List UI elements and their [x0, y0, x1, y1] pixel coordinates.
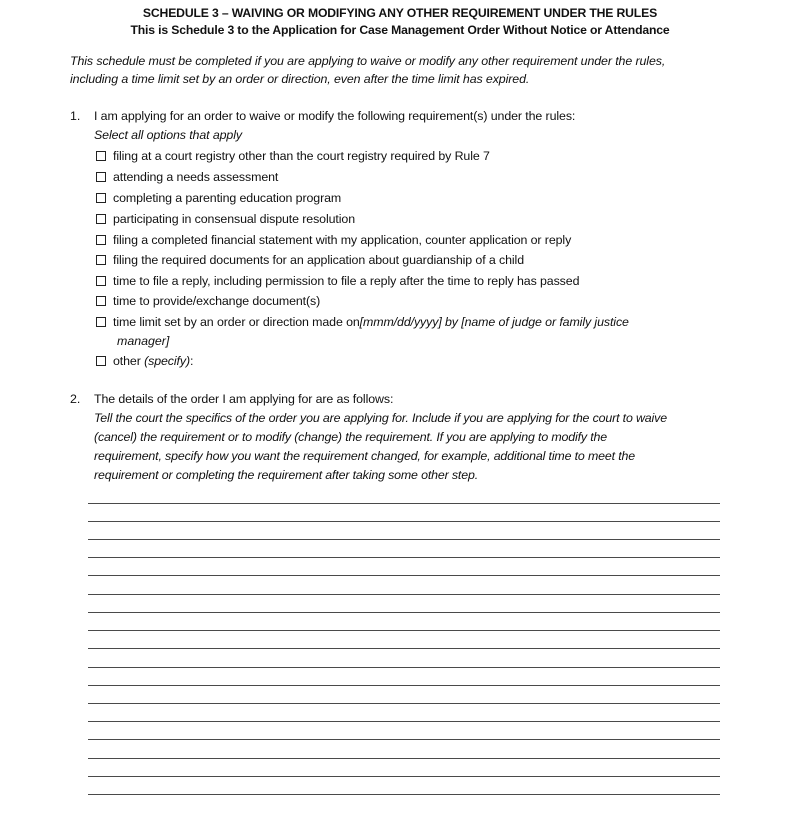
option-label: filing a completed financial statement with my application, counter application or reply — [113, 233, 572, 247]
answer-line[interactable] — [88, 612, 720, 613]
date-placeholder: [mmm/dd/yyyy] — [359, 315, 442, 329]
section-2-instructions — [94, 409, 744, 485]
answer-line[interactable] — [88, 739, 720, 740]
judge-name-placeholder-continued: manager] — [117, 334, 170, 348]
by-text: by — [441, 315, 462, 329]
option-time-limit-order[interactable] — [96, 313, 629, 331]
answer-line[interactable] — [88, 776, 720, 777]
instruction-line: requirement, specify how you want the requirement changed, for example, additional time to meet the — [94, 449, 635, 463]
checkbox-icon[interactable] — [96, 317, 106, 327]
answer-line[interactable] — [88, 648, 720, 649]
checkbox-icon[interactable] — [96, 151, 106, 161]
option-label: time to provide/exchange document(s) — [113, 294, 321, 308]
option-financial-statement[interactable] — [96, 231, 571, 249]
judge-name-placeholder: [name of judge or family justice — [461, 315, 629, 329]
option-consensual-dispute-resolution[interactable] — [96, 210, 355, 228]
section-2-number: 2. — [70, 392, 81, 406]
answer-line[interactable] — [88, 630, 720, 631]
answer-line[interactable] — [88, 667, 720, 668]
option-guardianship-documents[interactable] — [96, 251, 524, 269]
option-label: time to file a reply, including permission to file a reply after the time to reply has passed — [113, 274, 580, 288]
option-other[interactable] — [96, 352, 193, 370]
option-label: participating in consensual dispute resolution — [113, 212, 355, 226]
answer-line[interactable] — [88, 539, 720, 540]
answer-line[interactable] — [88, 685, 720, 686]
instruction-line: (cancel) the requirement or to modify (change) the requirement. If you are applying to modify the — [94, 430, 608, 444]
answer-line[interactable] — [88, 794, 720, 795]
option-label-suffix: : — [190, 354, 194, 368]
option-court-registry[interactable] — [96, 147, 490, 165]
option-label-italic: (specify) — [144, 354, 191, 368]
answer-line[interactable] — [88, 557, 720, 558]
schedule-title: SCHEDULE 3 – WAIVING OR MODIFYING ANY OTHER REQUIREMENT UNDER THE RULES — [142, 6, 658, 20]
option-needs-assessment[interactable] — [96, 168, 278, 186]
instruction-line: Tell the court the specifics of the order you are applying for. Include if you are applying for the court to waive — [94, 411, 667, 425]
answer-line[interactable] — [88, 521, 720, 522]
instruction-line: requirement or completing the requirement after taking some other step. — [94, 468, 478, 482]
checkbox-icon[interactable] — [96, 296, 106, 306]
option-label: filing at a court registry other than the court registry required by Rule 7 — [113, 149, 490, 163]
checkbox-icon[interactable] — [96, 235, 106, 245]
option-label: completing a parenting education program — [113, 191, 342, 205]
option-time-to-file-reply[interactable] — [96, 272, 579, 290]
checkbox-icon[interactable] — [96, 193, 106, 203]
option-label: filing the required documents for an application about guardianship of a child — [113, 253, 525, 267]
option-parenting-education[interactable] — [96, 189, 341, 207]
option-label: attending a needs assessment — [113, 170, 279, 184]
answer-line[interactable] — [88, 503, 720, 504]
schedule-subtitle: This is Schedule 3 to the Application for Case Management Order Without Notice or Attendance — [130, 23, 670, 37]
answer-line[interactable] — [88, 758, 720, 759]
section-1-prompt: I am applying for an order to waive or modify the following requirement(s) under the rules: — [94, 109, 576, 123]
checkbox-icon[interactable] — [96, 276, 106, 286]
answer-line[interactable] — [88, 721, 720, 722]
checkbox-icon[interactable] — [96, 172, 106, 182]
answer-line[interactable] — [88, 703, 720, 704]
section-2-prompt: The details of the order I am applying for are as follows: — [94, 392, 394, 406]
intro-line: This schedule must be completed if you are applying to waive or modify any other requirement under the rules, — [70, 54, 666, 68]
answer-line[interactable] — [88, 575, 720, 576]
option-label: time limit set by an order or direction made on — [113, 315, 360, 329]
checkbox-icon[interactable] — [96, 255, 106, 265]
checkbox-icon[interactable] — [96, 214, 106, 224]
checkbox-icon[interactable] — [96, 356, 106, 366]
intro-line: including a time limit set by an order or direction, even after the time limit has expired. — [70, 72, 530, 86]
intro-text — [70, 52, 750, 88]
answer-line[interactable] — [88, 594, 720, 595]
section-1-number: 1. — [70, 109, 81, 123]
option-time-to-exchange-documents[interactable] — [96, 292, 320, 310]
section-1-instruction: Select all options that apply — [94, 128, 242, 142]
option-label: other — [113, 354, 145, 368]
